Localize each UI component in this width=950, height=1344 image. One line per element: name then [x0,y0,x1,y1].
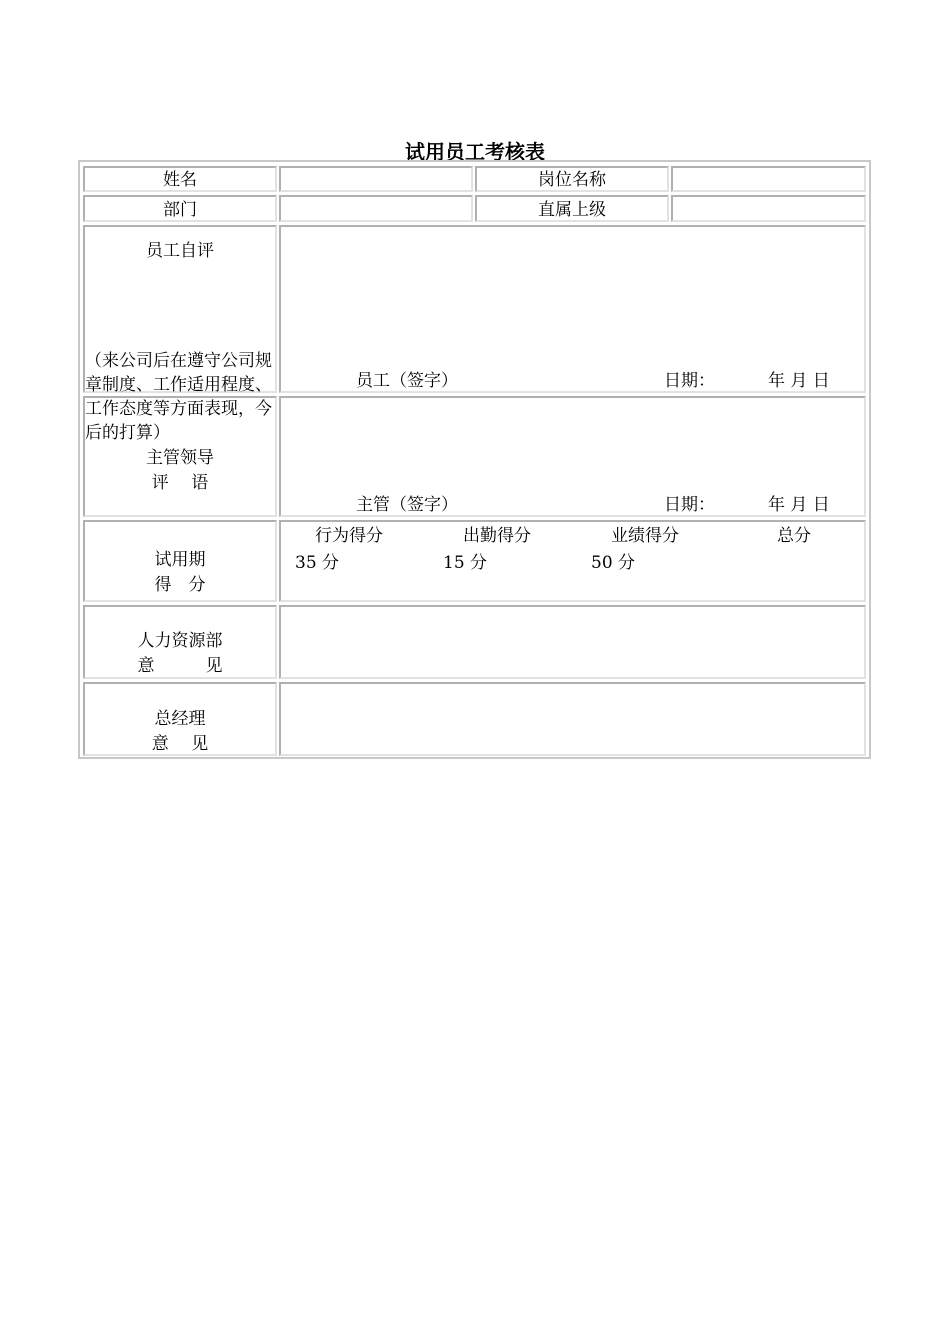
employee-sign-label: 员工（签字） [356,371,458,391]
name-label: 姓名 [163,170,197,190]
position-label: 岗位名称 [538,170,606,190]
supervisor-value-cell[interactable] [671,195,866,222]
employee-date-ymd: 年 月 日 [768,371,830,391]
gm-opinion-label-line2: 意 见 [151,734,209,754]
probation-score-label-line1: 试用期 [154,550,206,570]
position-label-cell [475,166,669,192]
self-eval-note: （来公司后在遵守公司规章制度、工作适用程度、工作态度等方面表现，今后的打算） [85,351,272,443]
attendance-score-points: 15 分 [443,553,488,573]
manager-eval-content-cell[interactable] [279,396,866,517]
hr-opinion-label-cell [83,605,277,679]
employee-date-label: 日期： [664,371,715,391]
supervisor-label: 直属上级 [538,200,606,220]
self-eval-content-cell[interactable] [279,225,866,393]
form-title: 试用员工考核表 [405,140,545,164]
self-eval-label-cell [83,225,277,443]
supervisor-label-cell [475,195,669,222]
manager-eval-label-line1: 主管领导 [146,448,214,468]
manager-eval-label-cell [83,396,277,517]
hr-opinion-label-line1: 人力资源部 [137,631,223,651]
dept-label-cell [83,195,277,222]
hr-opinion-content-cell[interactable] [279,605,866,679]
manager-sign-label: 主管（签字） [356,495,458,515]
evaluation-form [78,160,871,759]
probation-score-label-line2: 得 分 [154,575,206,595]
probation-score-content-cell[interactable] [279,520,866,602]
position-value-cell[interactable] [671,166,866,192]
self-eval-label: 员工自评 [146,241,214,261]
hr-opinion-label-line2: 意 见 [137,656,223,676]
gm-opinion-content-cell[interactable] [279,682,866,756]
performance-score-header: 业绩得分 [611,526,679,546]
dept-label: 部门 [163,200,197,220]
probation-score-label-cell [83,520,277,602]
manager-date-ymd: 年 月 日 [768,495,830,515]
attendance-score-header: 出勤得分 [463,526,531,546]
dept-value-cell[interactable] [279,195,473,222]
manager-date-label: 日期： [664,495,715,515]
behavior-score-header: 行为得分 [315,526,383,546]
gm-opinion-label-cell [83,682,277,756]
name-label-cell [83,166,277,192]
manager-eval-label-line2: 评 语 [151,473,209,493]
gm-opinion-label-line1: 总经理 [154,709,206,729]
performance-score-points: 50 分 [591,553,636,573]
name-value-cell[interactable] [279,166,473,192]
total-score-header: 总分 [777,526,811,546]
behavior-score-points: 35 分 [295,553,340,573]
